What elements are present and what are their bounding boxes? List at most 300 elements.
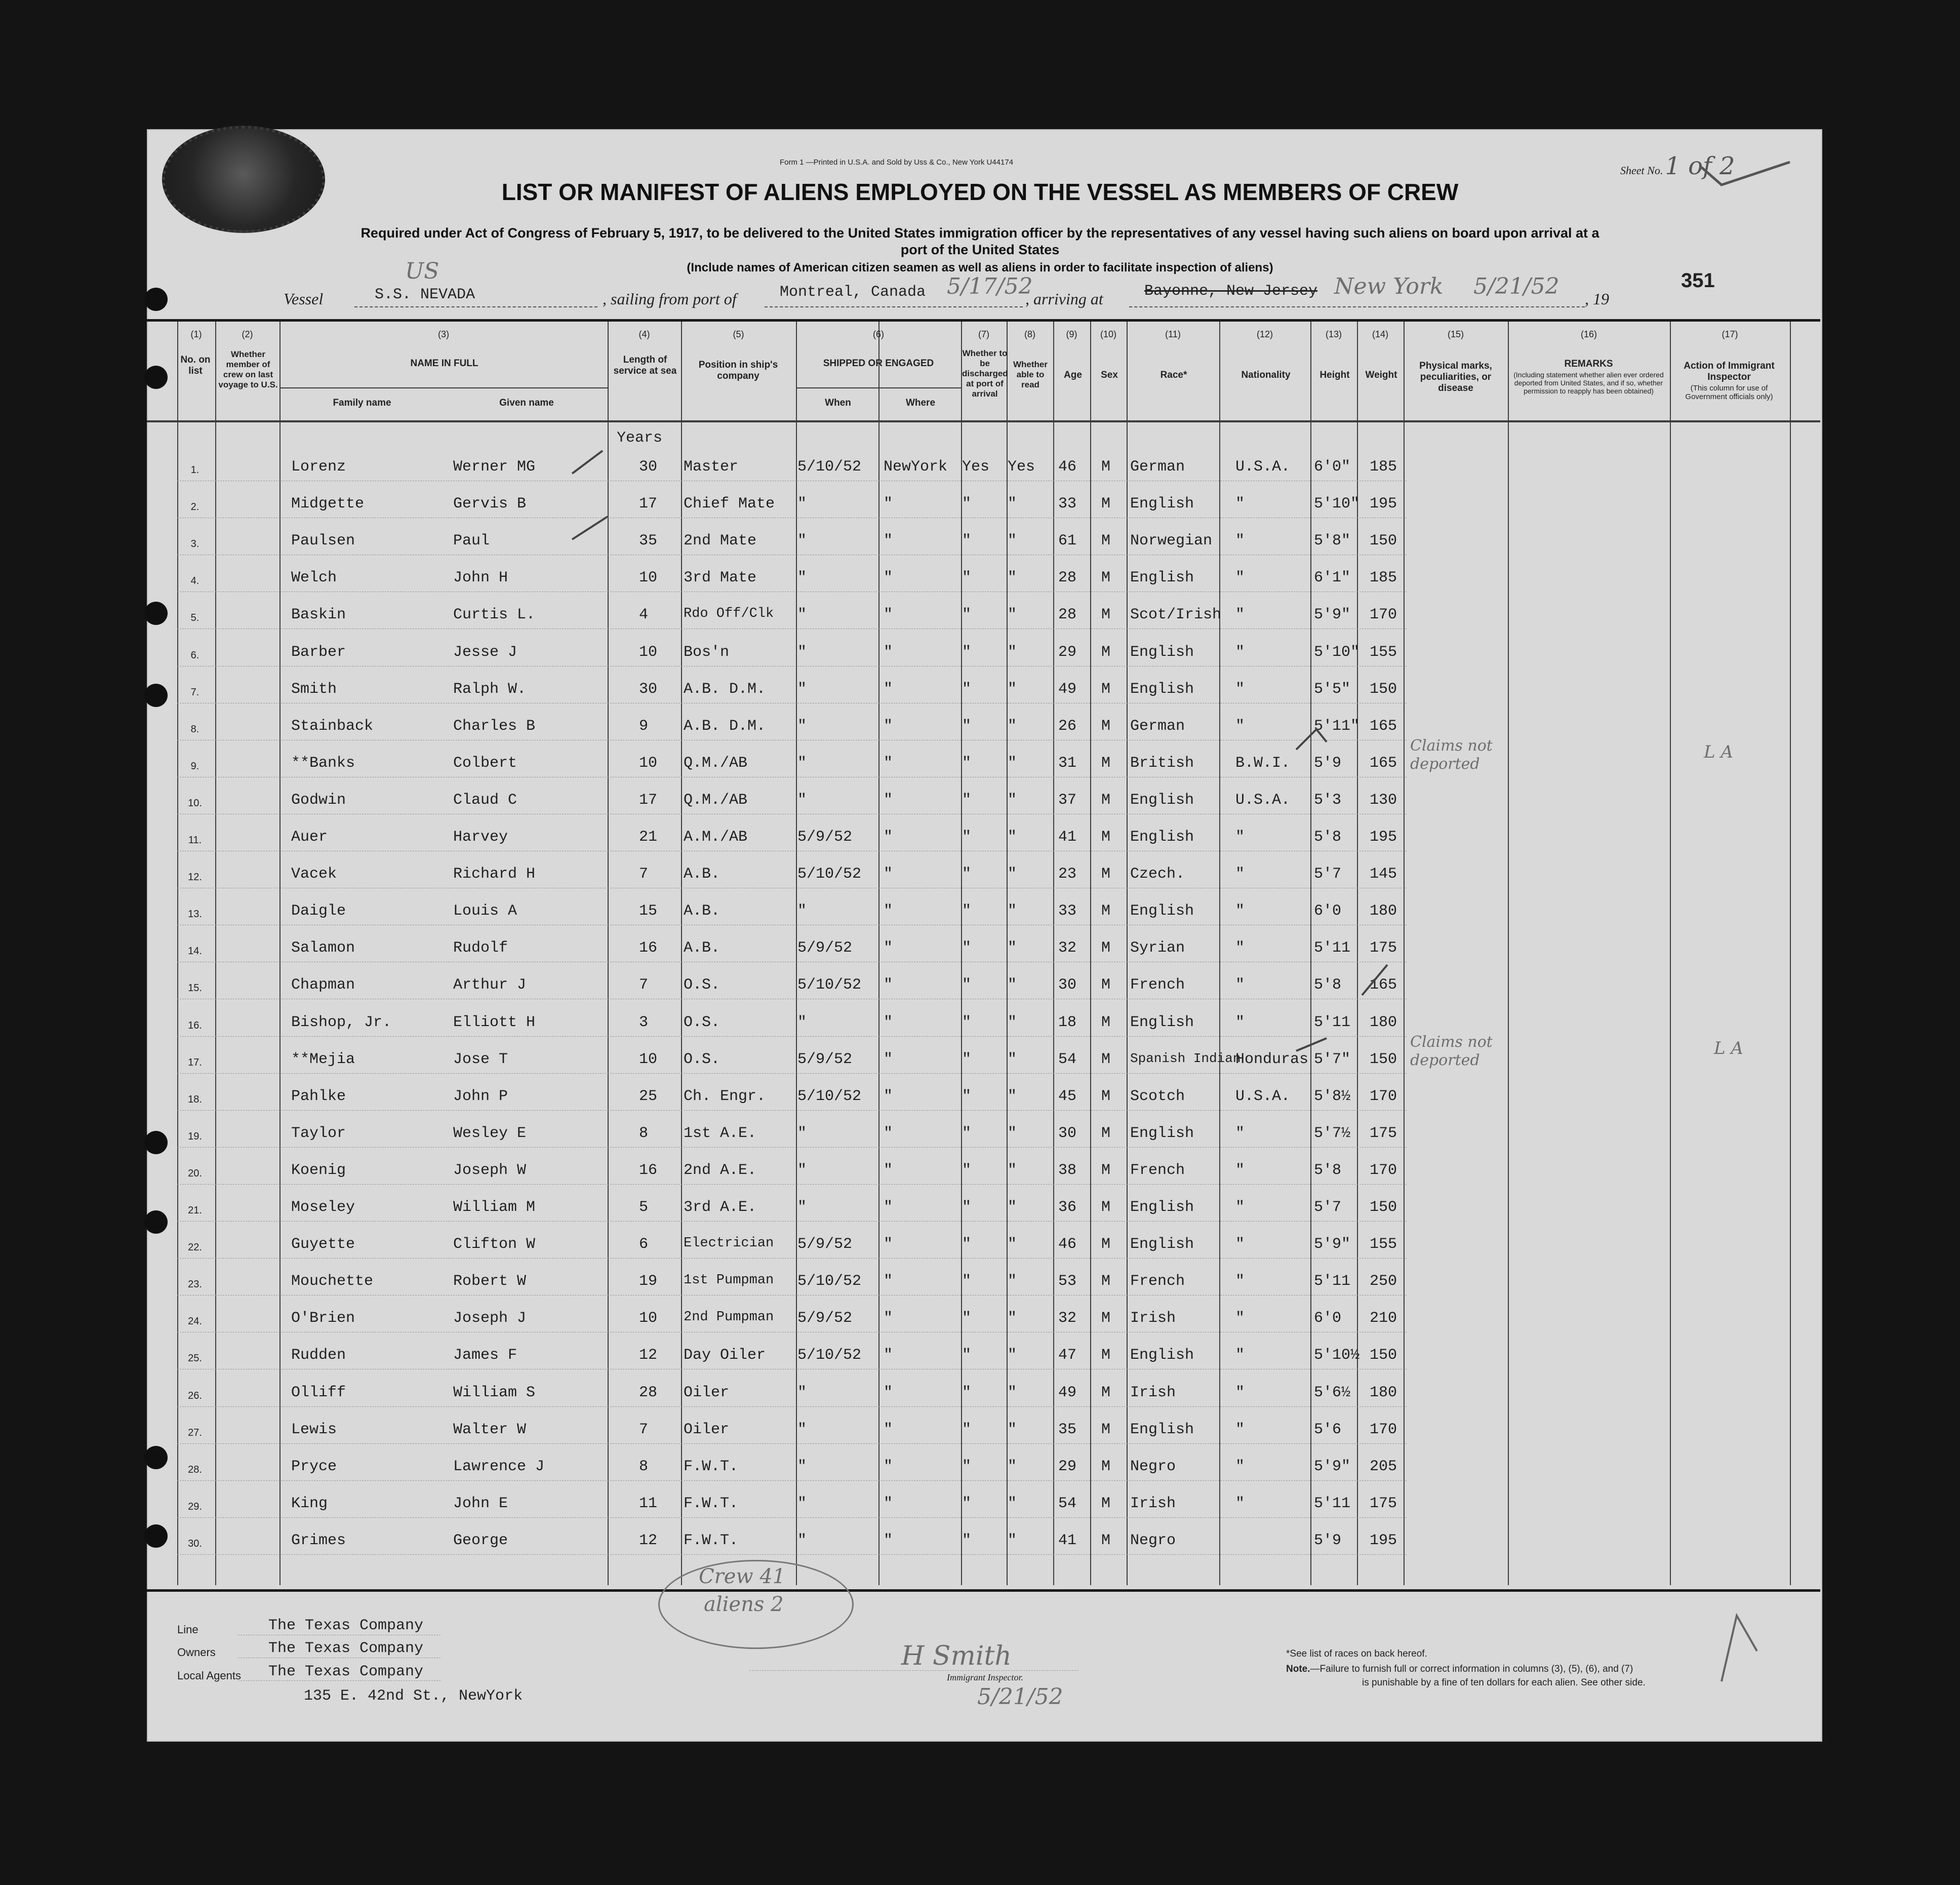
- cell-discharged: ": [962, 1088, 972, 1105]
- cell-nationality: ": [1235, 1125, 1245, 1142]
- cell-family: Pryce: [291, 1458, 337, 1475]
- column-number: (6): [873, 329, 884, 339]
- cell-nationality: Honduras: [1235, 1051, 1309, 1068]
- cell-age: 41: [1058, 1532, 1077, 1549]
- cell-when: 5/9/52: [797, 1051, 853, 1068]
- years-label: Years: [617, 429, 663, 447]
- cell-weight: 195: [1370, 495, 1397, 513]
- column-number: (11): [1165, 329, 1181, 339]
- cell-read: ": [1008, 495, 1017, 513]
- cell-weight: 195: [1370, 829, 1397, 846]
- cell-when: 5/9/52: [797, 939, 853, 957]
- cell-discharged: ": [962, 792, 972, 809]
- cell-position: Electrician: [684, 1236, 774, 1251]
- cell-when: ": [797, 569, 807, 586]
- inspector-date: 5/21/52: [977, 1684, 1063, 1710]
- cell-family: Chapman: [291, 976, 355, 994]
- col-header-remarks: REMARKS: [1564, 359, 1613, 369]
- cell-discharged: ": [962, 1051, 972, 1068]
- cell-read: ": [1008, 792, 1017, 809]
- line-value: The Texas Company: [268, 1617, 424, 1634]
- col-header-remarks-detail: (Including statement whether alien ever ordered deported from United States, and if so, whether permission to reapply has been obtained): [1513, 371, 1664, 395]
- cell-where: ": [884, 866, 893, 883]
- row-number: 25.: [188, 1353, 202, 1364]
- cell-nationality: ": [1235, 829, 1245, 846]
- aliens-count-note: aliens 2: [704, 1593, 784, 1616]
- row-number: 9.: [190, 761, 199, 772]
- col-header-nationality: Nationality: [1241, 370, 1291, 380]
- cell-weight: 185: [1370, 458, 1397, 476]
- sailing-label: , sailing from port of: [603, 290, 737, 308]
- page-number: 351: [1681, 269, 1715, 292]
- col-header-weight: Weight: [1365, 370, 1397, 380]
- cell-weight: 170: [1370, 1421, 1397, 1438]
- cell-when: ": [797, 792, 807, 809]
- cell-family: Koenig: [291, 1162, 346, 1179]
- col-header-last-voyage: Whether member of crew on last voyage to U.S.: [218, 349, 278, 389]
- cell-discharged: ": [962, 681, 972, 698]
- cell-family: **Banks: [291, 755, 355, 772]
- cell-race: Czech.: [1130, 866, 1185, 883]
- cell-sex: M: [1101, 1421, 1111, 1438]
- cell-service: 28: [639, 1384, 658, 1401]
- cell-when: ": [797, 1125, 807, 1142]
- row-number: 21.: [188, 1205, 202, 1216]
- cell-race: English: [1130, 1347, 1194, 1364]
- cell-weight: 150: [1370, 532, 1397, 549]
- cell-nationality: ": [1235, 1236, 1245, 1253]
- cell-position: F.W.T.: [684, 1532, 739, 1549]
- cell-discharged: ": [962, 644, 972, 661]
- cell-read: ": [1008, 1384, 1017, 1401]
- cell-position: Ch. Engr.: [684, 1088, 766, 1105]
- cell-given: Curtis L.: [453, 606, 536, 623]
- cell-family: Midgette: [291, 495, 365, 513]
- col-header-sex: Sex: [1101, 370, 1118, 380]
- cell-given: Werner MG: [453, 458, 536, 476]
- cell-where: ": [884, 1051, 893, 1068]
- inspector-signature: H Smith: [901, 1641, 1012, 1671]
- cell-sex: M: [1101, 1310, 1111, 1327]
- cell-when: ": [797, 606, 807, 623]
- cell-nationality: B.W.I.: [1235, 755, 1291, 772]
- crew-count-note: Crew 41: [699, 1565, 786, 1588]
- cell-position: A.B. D.M.: [684, 681, 766, 698]
- cell-read: ": [1008, 1199, 1017, 1216]
- cell-where: ": [884, 829, 893, 846]
- note-text: —Failure to furnish full or correct information in columns (3), (5), (6), and (7): [1310, 1664, 1633, 1674]
- cell-weight: 130: [1370, 792, 1397, 809]
- cell-where: ": [884, 1162, 893, 1179]
- cell-discharged: ": [962, 976, 972, 994]
- cell-age: 35: [1058, 1421, 1077, 1438]
- cell-discharged: ": [962, 1014, 972, 1031]
- cell-race: Irish: [1130, 1310, 1176, 1327]
- cell-weight: 180: [1370, 902, 1397, 920]
- cell-where: ": [884, 902, 893, 920]
- cell-service: 19: [639, 1273, 658, 1290]
- cell-read: ": [1008, 755, 1017, 772]
- cell-height: 5'8½: [1314, 1088, 1351, 1105]
- cell-position: O.S.: [684, 976, 721, 994]
- cell-read: ": [1008, 644, 1017, 661]
- row-number: 17.: [188, 1057, 202, 1068]
- cell-where: ": [884, 495, 893, 513]
- cell-given: Rudolf: [453, 939, 508, 957]
- sheet-value: 1 of 2: [1665, 152, 1735, 180]
- row-number: 28.: [188, 1464, 202, 1475]
- cell-given: William M: [453, 1199, 536, 1216]
- cell-age: 26: [1058, 718, 1077, 735]
- owners-value: The Texas Company: [268, 1640, 424, 1657]
- subtitle: port of the United States: [900, 242, 1060, 257]
- vessel-name: S.S. NEVADA: [375, 286, 475, 303]
- cell-discharged: ": [962, 1458, 972, 1475]
- cell-where: ": [884, 1199, 893, 1216]
- cell-weight: 195: [1370, 1532, 1397, 1549]
- cell-sex: M: [1101, 976, 1111, 994]
- cell-when: ": [797, 1199, 807, 1216]
- cell-nationality: ": [1235, 976, 1245, 994]
- cell-service: 10: [639, 644, 658, 661]
- row-number: 1.: [190, 464, 199, 476]
- row-number: 20.: [188, 1168, 202, 1179]
- agents-value: The Texas Company: [268, 1663, 424, 1680]
- cell-position: O.S.: [684, 1051, 721, 1068]
- cell-where: ": [884, 1458, 893, 1475]
- cell-read: ": [1008, 1051, 1017, 1068]
- column-number: (14): [1372, 329, 1388, 339]
- cell-sex: M: [1101, 1347, 1111, 1364]
- cell-nationality: ": [1235, 1273, 1245, 1290]
- col-header-height: Height: [1319, 370, 1350, 380]
- cell-weight: 175: [1370, 939, 1397, 957]
- cell-when: 5/9/52: [797, 1310, 853, 1327]
- cell-discharged: ": [962, 866, 972, 883]
- cell-service: 5: [639, 1199, 649, 1216]
- cell-position: 3rd A.E.: [684, 1199, 757, 1216]
- cell-position: A.B.: [684, 902, 721, 920]
- cell-given: Charles B: [453, 718, 536, 735]
- cell-family: Bishop, Jr.: [291, 1014, 392, 1031]
- agents-address: 135 E. 42nd St., NewYork: [304, 1687, 523, 1705]
- cell-service: 7: [639, 976, 649, 994]
- cell-nationality: ": [1235, 1495, 1245, 1512]
- column-number: (2): [242, 329, 253, 339]
- cell-discharged: ": [962, 718, 972, 735]
- cell-read: ": [1008, 606, 1017, 623]
- cell-nationality: ": [1235, 1347, 1245, 1364]
- cell-age: 46: [1058, 458, 1077, 476]
- inspector-mark: L A: [1714, 1038, 1743, 1058]
- cell-nationality: ": [1235, 1162, 1245, 1179]
- cell-when: ": [797, 681, 807, 698]
- cell-family: Stainback: [291, 718, 374, 735]
- cell-race: German: [1130, 458, 1185, 476]
- cell-position: 2nd Mate: [684, 532, 757, 549]
- cell-when: ": [797, 1014, 807, 1031]
- cell-position: F.W.T.: [684, 1495, 739, 1512]
- cell-when: 5/10/52: [797, 1347, 862, 1364]
- cell-weight: 150: [1370, 681, 1397, 698]
- column-number: (17): [1722, 329, 1738, 339]
- cell-where: ": [884, 606, 893, 623]
- cell-height: 5'7: [1314, 1199, 1342, 1216]
- cell-weight: 170: [1370, 1088, 1397, 1105]
- col-header-family-name: Family name: [333, 398, 391, 408]
- cell-age: 46: [1058, 1236, 1077, 1253]
- column-number: (15): [1447, 329, 1464, 339]
- cell-age: 61: [1058, 532, 1077, 549]
- cell-position: 2nd Pumpman: [684, 1310, 774, 1325]
- row-number: 24.: [188, 1316, 202, 1327]
- cell-height: 5'8: [1314, 1162, 1342, 1179]
- row-number: 7.: [190, 687, 199, 698]
- cell-family: Godwin: [291, 792, 346, 809]
- cell-sex: M: [1101, 1162, 1111, 1179]
- cell-when: 5/10/52: [797, 1088, 862, 1105]
- cell-discharged: ": [962, 1273, 972, 1290]
- row-number: 23.: [188, 1279, 202, 1290]
- cell-height: 5'7: [1314, 866, 1342, 883]
- cell-discharged: ": [962, 829, 972, 846]
- cell-height: 5'7½: [1314, 1125, 1351, 1142]
- cell-when: ": [797, 755, 807, 772]
- cell-race: Negro: [1130, 1458, 1176, 1475]
- cell-service: 12: [639, 1532, 658, 1549]
- cell-position: Day Oiler: [684, 1347, 766, 1364]
- cell-discharged: ": [962, 755, 972, 772]
- cell-when: ": [797, 495, 807, 513]
- row-number: 27.: [188, 1427, 202, 1438]
- cell-age: 23: [1058, 866, 1077, 883]
- cell-race: French: [1130, 1162, 1185, 1179]
- arriving-date: 5/21/52: [1473, 273, 1559, 299]
- cell-height: 5'8": [1314, 532, 1351, 549]
- cell-discharged: ": [962, 1310, 972, 1327]
- cell-sex: M: [1101, 1458, 1111, 1475]
- cell-age: 49: [1058, 681, 1077, 698]
- arriving-label: , arriving at: [1025, 290, 1103, 308]
- column-number: (12): [1256, 329, 1273, 339]
- cell-race: French: [1130, 1273, 1185, 1290]
- cell-given: Paul: [453, 532, 490, 549]
- cell-family: Barber: [291, 644, 346, 661]
- cell-given: William S: [453, 1384, 536, 1401]
- cell-given: James F: [453, 1347, 517, 1364]
- cell-height: 5'6½: [1314, 1384, 1351, 1401]
- signature-line: [749, 1670, 1078, 1671]
- cell-family: Lorenz: [291, 458, 346, 476]
- penalty-note-2: is punishable by a fine of ten dollars for each alien. See other side.: [1362, 1677, 1646, 1688]
- row-number: 26.: [188, 1390, 202, 1401]
- cell-discharged: ": [962, 1384, 972, 1401]
- cell-where: ": [884, 755, 893, 772]
- cell-family: Auer: [291, 829, 328, 846]
- cell-age: 28: [1058, 606, 1077, 623]
- cell-service: 35: [639, 532, 658, 549]
- cell-race: Scot/Irish: [1130, 606, 1222, 623]
- col-header-shipped: SHIPPED OR ENGAGED: [823, 358, 934, 369]
- cell-age: 30: [1058, 1125, 1077, 1142]
- cell-nationality: ": [1235, 718, 1245, 735]
- cell-race: English: [1130, 1421, 1194, 1438]
- cell-weight: 150: [1370, 1051, 1397, 1068]
- col-header-discharged: Whether to be discharged at port of arrival: [962, 348, 1008, 399]
- cell-discharged: Yes: [962, 458, 990, 476]
- cell-sex: M: [1101, 532, 1111, 549]
- cell-sex: M: [1101, 718, 1111, 735]
- agents-label: Local Agents: [177, 1669, 241, 1682]
- cell-nationality: ": [1235, 681, 1245, 698]
- row-number: 22.: [188, 1242, 202, 1253]
- cell-family: Moseley: [291, 1199, 355, 1216]
- cell-position: A.M./AB: [684, 829, 748, 846]
- cell-discharged: ": [962, 1532, 972, 1549]
- cell-race: Spanish Indian: [1130, 1051, 1241, 1066]
- cell-weight: 170: [1370, 606, 1397, 623]
- remark-handwriting: Claims not deported: [1410, 1033, 1493, 1069]
- cell-sex: M: [1101, 1051, 1111, 1068]
- cell-nationality: U.S.A.: [1235, 792, 1291, 809]
- cell-age: 41: [1058, 829, 1077, 846]
- cell-weight: 180: [1370, 1014, 1397, 1031]
- cell-race: Scotch: [1130, 1088, 1185, 1105]
- cell-discharged: ": [962, 1125, 972, 1142]
- cell-age: 36: [1058, 1199, 1077, 1216]
- cell-position: O.S.: [684, 1014, 721, 1031]
- row-number: 10.: [188, 798, 202, 809]
- arriving-port-hand: New York: [1334, 273, 1444, 299]
- cell-when: ": [797, 1458, 807, 1475]
- cell-given: Joseph W: [453, 1162, 527, 1179]
- cell-sex: M: [1101, 1014, 1111, 1031]
- cell-age: 32: [1058, 1310, 1077, 1327]
- row-number: 29.: [188, 1501, 202, 1512]
- column-number: (13): [1325, 329, 1342, 339]
- row-number: 14.: [188, 946, 202, 957]
- cell-family: O'Brien: [291, 1310, 355, 1327]
- cell-family: Daigle: [291, 902, 346, 920]
- row-number: 4.: [190, 575, 199, 586]
- cell-service: 10: [639, 1051, 658, 1068]
- vessel-note: US: [405, 258, 439, 284]
- cell-family: Smith: [291, 681, 337, 698]
- cell-given: Joseph J: [453, 1310, 527, 1327]
- cell-height: 5'9: [1314, 755, 1342, 772]
- cell-height: 6'1": [1314, 569, 1351, 586]
- cell-age: 33: [1058, 495, 1077, 513]
- cell-discharged: ": [962, 1162, 972, 1179]
- cell-family: Lewis: [291, 1421, 337, 1438]
- cell-sex: M: [1101, 681, 1111, 698]
- cell-age: 28: [1058, 569, 1077, 586]
- cell-service: 17: [639, 792, 658, 809]
- cell-age: 29: [1058, 644, 1077, 661]
- cell-age: 47: [1058, 1347, 1077, 1364]
- cell-height: 5'11": [1314, 718, 1360, 735]
- cell-given: George: [453, 1532, 508, 1549]
- cell-position: Q.M./AB: [684, 792, 748, 809]
- sheet-label: Sheet No.: [1620, 164, 1663, 177]
- cell-read: ": [1008, 718, 1017, 735]
- cell-race: English: [1130, 902, 1194, 920]
- cell-given: Harvey: [453, 829, 508, 846]
- cell-given: Jesse J: [453, 644, 517, 661]
- cell-nationality: ": [1235, 866, 1245, 883]
- row-number: 8.: [190, 724, 199, 735]
- cell-position: A.B.: [684, 939, 721, 957]
- cell-sex: M: [1101, 755, 1111, 772]
- cell-height: 5'7": [1314, 1051, 1351, 1068]
- cell-weight: 165: [1370, 718, 1397, 735]
- cell-given: Arthur J: [453, 976, 527, 994]
- row-number: 13.: [188, 909, 202, 920]
- cell-weight: 250: [1370, 1273, 1397, 1290]
- cell-race: English: [1130, 1014, 1194, 1031]
- cell-sex: M: [1101, 1125, 1111, 1142]
- row-number: 15.: [188, 983, 202, 994]
- cell-service: 8: [639, 1458, 649, 1475]
- cell-given: Gervis B: [453, 495, 527, 513]
- cell-discharged: ": [962, 569, 972, 586]
- cell-service: 16: [639, 1162, 658, 1179]
- cell-when: ": [797, 1421, 807, 1438]
- cell-read: ": [1008, 1310, 1017, 1327]
- col-header-read: Whether able to read: [1013, 360, 1048, 389]
- cell-service: 30: [639, 458, 658, 476]
- cell-age: 18: [1058, 1014, 1077, 1031]
- col-header-given-name: Given name: [499, 398, 554, 408]
- cell-weight: 155: [1370, 1236, 1397, 1253]
- cell-race: Norwegian: [1130, 532, 1213, 549]
- cell-sex: M: [1101, 1236, 1111, 1253]
- cell-given: Robert W: [453, 1273, 527, 1290]
- cell-read: ": [1008, 1532, 1017, 1549]
- cell-read: ": [1008, 1495, 1017, 1512]
- cell-discharged: ": [962, 495, 972, 513]
- cell-height: 5'8: [1314, 976, 1342, 994]
- cell-race: English: [1130, 644, 1194, 661]
- cell-height: 5'9": [1314, 1236, 1351, 1253]
- cell-service: 8: [639, 1125, 649, 1142]
- subtitle: Required under Act of Congress of February 5, 1917, to be delivered to the United States immigration officer by the representatives of any vessel having such aliens on board upon arrival at a: [361, 225, 1599, 241]
- cell-sex: M: [1101, 1088, 1111, 1105]
- cell-where: ": [884, 1273, 893, 1290]
- cell-given: Ralph W.: [453, 681, 527, 698]
- inspector-label: Immigrant Inspector.: [947, 1672, 1023, 1682]
- cell-where: NewYork: [884, 458, 948, 476]
- cell-weight: 145: [1370, 866, 1397, 883]
- cell-nationality: ": [1235, 1458, 1245, 1475]
- cell-read: ": [1008, 1421, 1017, 1438]
- cell-when: 5/10/52: [797, 976, 862, 994]
- cell-when: ": [797, 644, 807, 661]
- col-header-when: When: [825, 398, 851, 408]
- cell-sex: M: [1101, 644, 1111, 661]
- cell-weight: 210: [1370, 1310, 1397, 1327]
- cell-family: Pahlke: [291, 1088, 346, 1105]
- cell-family: Grimes: [291, 1532, 346, 1549]
- cell-race: English: [1130, 1125, 1194, 1142]
- cell-service: 4: [639, 606, 649, 623]
- row-number: 18.: [188, 1094, 202, 1105]
- cell-family: King: [291, 1495, 328, 1512]
- row-number: 5.: [190, 612, 199, 623]
- column-number: (3): [438, 329, 449, 339]
- races-note: *See list of races on back hereof.: [1286, 1648, 1427, 1659]
- cell-weight: 175: [1370, 1125, 1397, 1142]
